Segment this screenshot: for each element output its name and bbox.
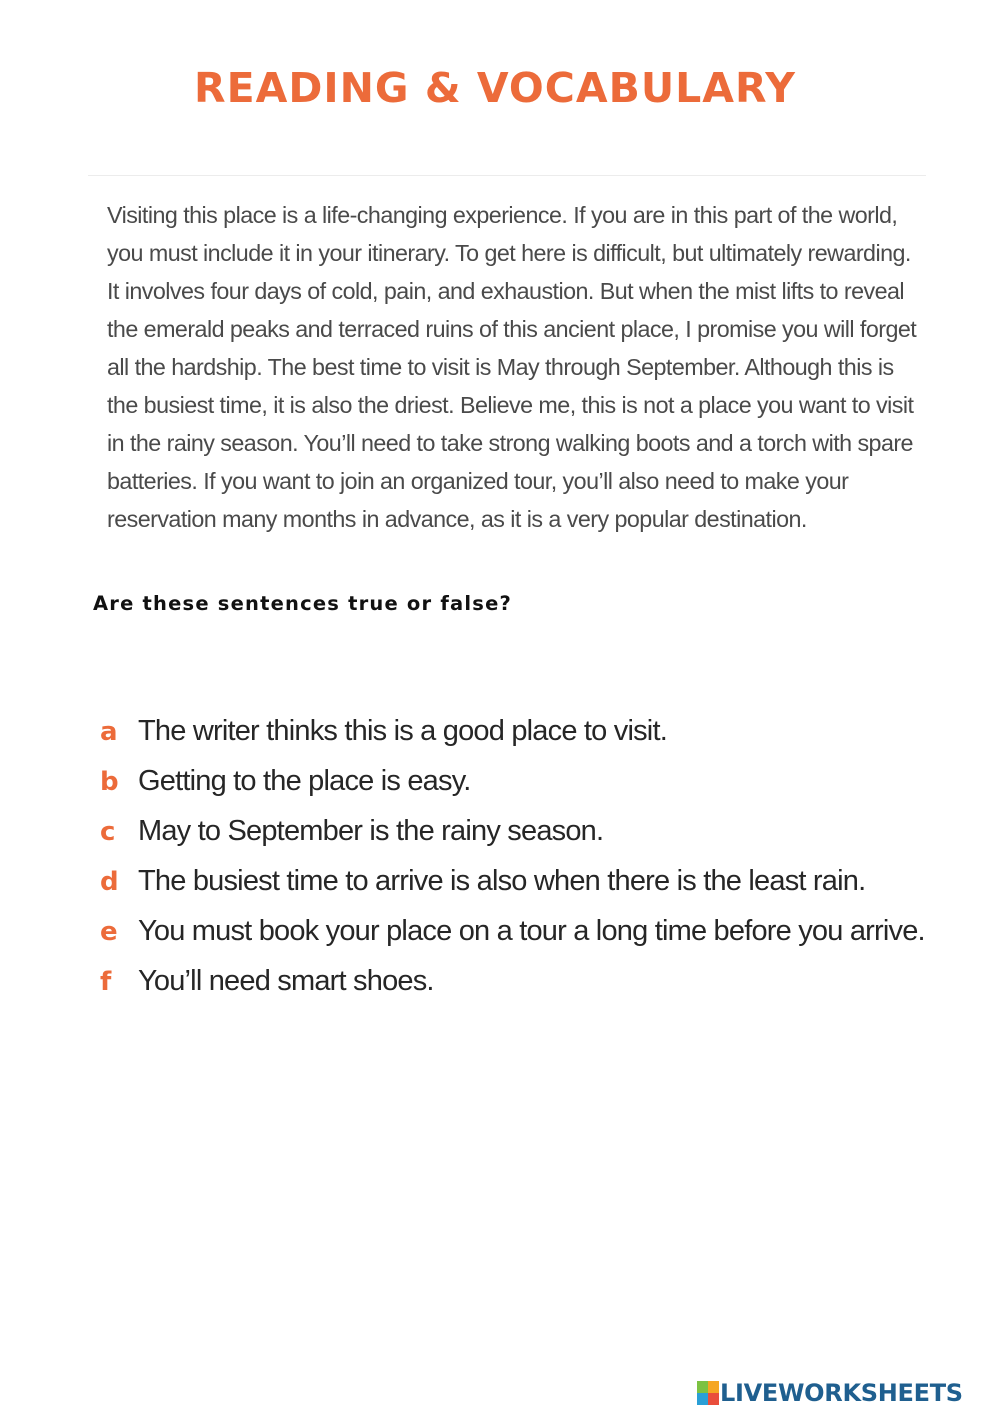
statement-text: You’ll need smart shoes. [138,965,434,997]
statement-text: The busiest time to arrive is also when there is the least rain. [138,865,866,897]
statement-item-b [100,756,960,806]
liveworksheets-brand [697,1380,963,1406]
statement-text: Getting to the place is easy. [138,765,471,797]
statement-letter: c [100,817,116,847]
divider [88,175,926,176]
statement-item-a [100,706,960,756]
reading-passage: Visiting this place is a life-changing experience. If you are in this part of the world, you must include it in your itinerary. To get here is difficult, but ultimately rewarding. It involves four days of cold, pain, and exhaustion. But when the mist lifts to reveal the emerald peaks and terraced ruins of this ancient place, I promise you will forget all the hardship. The best time to visit is May through September. Although this is the busiest time, it is also the driest. Believe me, this is not a place you want to visit in the rainy season. You’ll need to take strong walking boots and a torch with spare batteries. If you want to join an organized tour, you’ll also need to make your reservation many months in advance, as it is a very popular destination. [107,202,917,532]
statement-item-f [100,956,960,1006]
exercise-question: Are these sentences true or false? [93,592,513,615]
statement-letter: f [100,967,112,997]
statement-letter: d [100,867,119,897]
statement-item-d [100,856,960,906]
liveworksheets-logo-icon [697,1381,719,1405]
statement-letter: a [100,717,118,747]
statement-letter: b [100,767,119,797]
statement-list [100,706,960,1006]
statement-text: May to September is the rainy season. [138,815,604,847]
statement-item-c [100,806,960,856]
statement-text: The writer thinks this is a good place to visit. [138,715,667,747]
page-title: READING & VOCABULARY [194,64,796,112]
statement-letter: e [100,917,118,947]
brand-wordmark: LIVEWORKSHEETS [720,1379,963,1407]
statement-item-e [100,906,960,956]
statement-text: You must book your place on a tour a long time before you arrive. [138,915,925,947]
